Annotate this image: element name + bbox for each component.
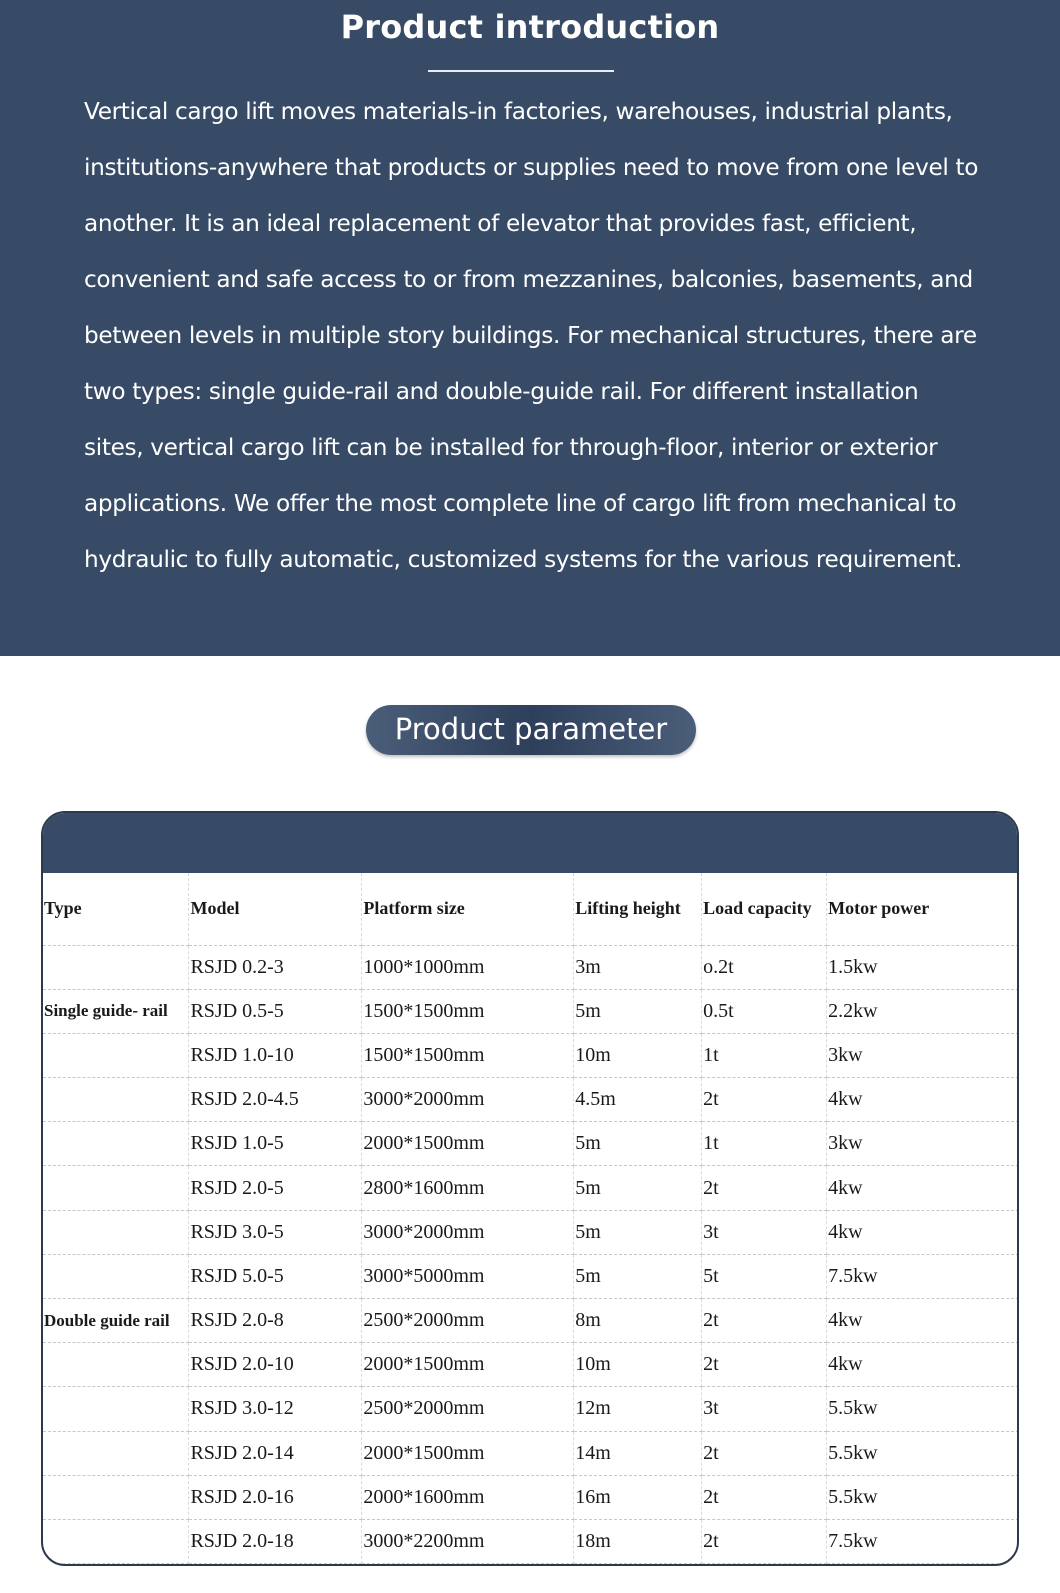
title-divider [428, 70, 614, 72]
platform-size-cell: 1000*1000mm [362, 945, 574, 989]
model-cell: RSJD 2.0-8 [189, 1299, 362, 1343]
product-introduction-section [0, 0, 1060, 656]
model-cell: RSJD 2.0-18 [189, 1519, 362, 1563]
column-header-type: Type [43, 873, 189, 945]
model-cell: RSJD 1.0-10 [189, 1033, 362, 1077]
parameter-table [43, 873, 1019, 1564]
table-row [43, 1299, 1019, 1343]
lifting-height-cell: 4.5m [574, 1078, 702, 1122]
load-capacity-cell: 2t [702, 1078, 827, 1122]
motor-power-cell: 5.5kw [827, 1431, 1019, 1475]
platform-size-cell: 3000*2200mm [362, 1519, 574, 1563]
table-row [43, 1343, 1019, 1387]
platform-size-cell: 2000*1500mm [362, 1343, 574, 1387]
load-capacity-cell: 3t [702, 1210, 827, 1254]
lifting-height-cell: 18m [574, 1519, 702, 1563]
motor-power-cell: 3kw [827, 1122, 1019, 1166]
platform-size-cell: 3000*5000mm [362, 1254, 574, 1298]
motor-power-cell: 4kw [827, 1166, 1019, 1210]
table-row [43, 1431, 1019, 1475]
motor-power-cell: 7.5kw [827, 1519, 1019, 1563]
lifting-height-cell: 10m [574, 1343, 702, 1387]
type-cell [43, 1122, 189, 1166]
motor-power-cell: 4kw [827, 1210, 1019, 1254]
table-body [43, 945, 1019, 1564]
model-cell: RSJD 0.5-5 [189, 989, 362, 1033]
type-cell [43, 1431, 189, 1475]
introduction-paragraph: Vertical cargo lift moves materials-in factories, warehouses, industrial plants, institutions-anywhere that products or supplies need to move from one level to another. It is an ideal replacement of elevator that provides fast, efficient, convenient and safe access to or from mezzanines, balconies, basements, and between levels in multiple story buildings. For mechanical structures, there are two types: single guide-rail and double-guide rail. For different installation sites, vertical cargo lift can be installed for through-floor, interior or exterior applications. We offer the most complete line of cargo lift from mechanical to hydraulic to fully automatic, customized systems for the various requirement. [84, 98, 979, 573]
load-capacity-cell: 1t [702, 1033, 827, 1077]
type-cell [43, 1210, 189, 1254]
load-capacity-cell: 2t [702, 1343, 827, 1387]
type-cell: Single guide- rail [43, 989, 189, 1033]
column-header-load-capacity: Load capacity [702, 873, 827, 945]
lifting-height-cell: 5m [574, 1166, 702, 1210]
lifting-height-cell: 5m [574, 1210, 702, 1254]
model-cell: RSJD 5.0-5 [189, 1254, 362, 1298]
model-cell: RSJD 3.0-5 [189, 1210, 362, 1254]
motor-power-cell: 1.5kw [827, 945, 1019, 989]
load-capacity-cell: 5t [702, 1254, 827, 1298]
platform-size-cell: 2500*2000mm [362, 1299, 574, 1343]
platform-size-cell: 2500*2000mm [362, 1387, 574, 1431]
table-row [43, 1033, 1019, 1077]
load-capacity-cell: o.2t [702, 945, 827, 989]
platform-size-cell: 2000*1600mm [362, 1475, 574, 1519]
lifting-height-cell: 14m [574, 1431, 702, 1475]
table-row [43, 1519, 1019, 1563]
lifting-height-cell: 10m [574, 1033, 702, 1077]
table-row [43, 1475, 1019, 1519]
table-row [43, 1078, 1019, 1122]
table-header-row [43, 873, 1019, 945]
load-capacity-cell: 3t [702, 1387, 827, 1431]
motor-power-cell: 4kw [827, 1343, 1019, 1387]
platform-size-cell: 1500*1500mm [362, 1033, 574, 1077]
column-header-motor-power: Motor power [827, 873, 1019, 945]
type-cell [43, 1387, 189, 1431]
lifting-height-cell: 3m [574, 945, 702, 989]
type-cell [43, 1166, 189, 1210]
lifting-height-cell: 8m [574, 1299, 702, 1343]
model-cell: RSJD 2.0-10 [189, 1343, 362, 1387]
model-cell: RSJD 2.0-4.5 [189, 1078, 362, 1122]
platform-size-cell: 3000*2000mm [362, 1210, 574, 1254]
platform-size-cell: 3000*2000mm [362, 1078, 574, 1122]
load-capacity-cell: 0.5t [702, 989, 827, 1033]
introduction-title: Product introduction [340, 8, 720, 46]
lifting-height-cell: 5m [574, 1254, 702, 1298]
platform-size-cell: 2000*1500mm [362, 1122, 574, 1166]
motor-power-cell: 2.2kw [827, 989, 1019, 1033]
table-row [43, 1387, 1019, 1431]
model-cell: RSJD 2.0-16 [189, 1475, 362, 1519]
parameter-table-card [41, 811, 1019, 1566]
table-row [43, 1254, 1019, 1298]
model-cell: RSJD 0.2-3 [189, 945, 362, 989]
load-capacity-cell: 2t [702, 1166, 827, 1210]
motor-power-cell: 5.5kw [827, 1475, 1019, 1519]
table-row [43, 1166, 1019, 1210]
motor-power-cell: 3kw [827, 1033, 1019, 1077]
platform-size-cell: 1500*1500mm [362, 989, 574, 1033]
load-capacity-cell: 2t [702, 1299, 827, 1343]
model-cell: RSJD 1.0-5 [189, 1122, 362, 1166]
table-header-bar [43, 813, 1017, 873]
model-cell: RSJD 2.0-5 [189, 1166, 362, 1210]
platform-size-cell: 2800*1600mm [362, 1166, 574, 1210]
load-capacity-cell: 1t [702, 1122, 827, 1166]
column-header-platform-size: Platform size [362, 873, 574, 945]
lifting-height-cell: 16m [574, 1475, 702, 1519]
type-cell [43, 1475, 189, 1519]
load-capacity-cell: 2t [702, 1475, 827, 1519]
type-cell [43, 1033, 189, 1077]
lifting-height-cell: 5m [574, 989, 702, 1033]
motor-power-cell: 5.5kw [827, 1387, 1019, 1431]
lifting-height-cell: 5m [574, 1122, 702, 1166]
product-parameter-heading: Product parameter [366, 705, 696, 755]
type-cell [43, 1519, 189, 1563]
column-header-lifting-height: Lifting height [574, 873, 702, 945]
type-cell [43, 1343, 189, 1387]
table-row [43, 1210, 1019, 1254]
table-row [43, 945, 1019, 989]
motor-power-cell: 7.5kw [827, 1254, 1019, 1298]
type-cell: Double guide rail [43, 1299, 189, 1343]
model-cell: RSJD 2.0-14 [189, 1431, 362, 1475]
motor-power-cell: 4kw [827, 1078, 1019, 1122]
type-cell [43, 1078, 189, 1122]
lifting-height-cell: 12m [574, 1387, 702, 1431]
column-header-model: Model [189, 873, 362, 945]
load-capacity-cell: 2t [702, 1519, 827, 1563]
model-cell: RSJD 3.0-12 [189, 1387, 362, 1431]
type-cell [43, 1254, 189, 1298]
type-cell [43, 945, 189, 989]
platform-size-cell: 2000*1500mm [362, 1431, 574, 1475]
table-row [43, 989, 1019, 1033]
load-capacity-cell: 2t [702, 1431, 827, 1475]
motor-power-cell: 4kw [827, 1299, 1019, 1343]
table-row [43, 1122, 1019, 1166]
